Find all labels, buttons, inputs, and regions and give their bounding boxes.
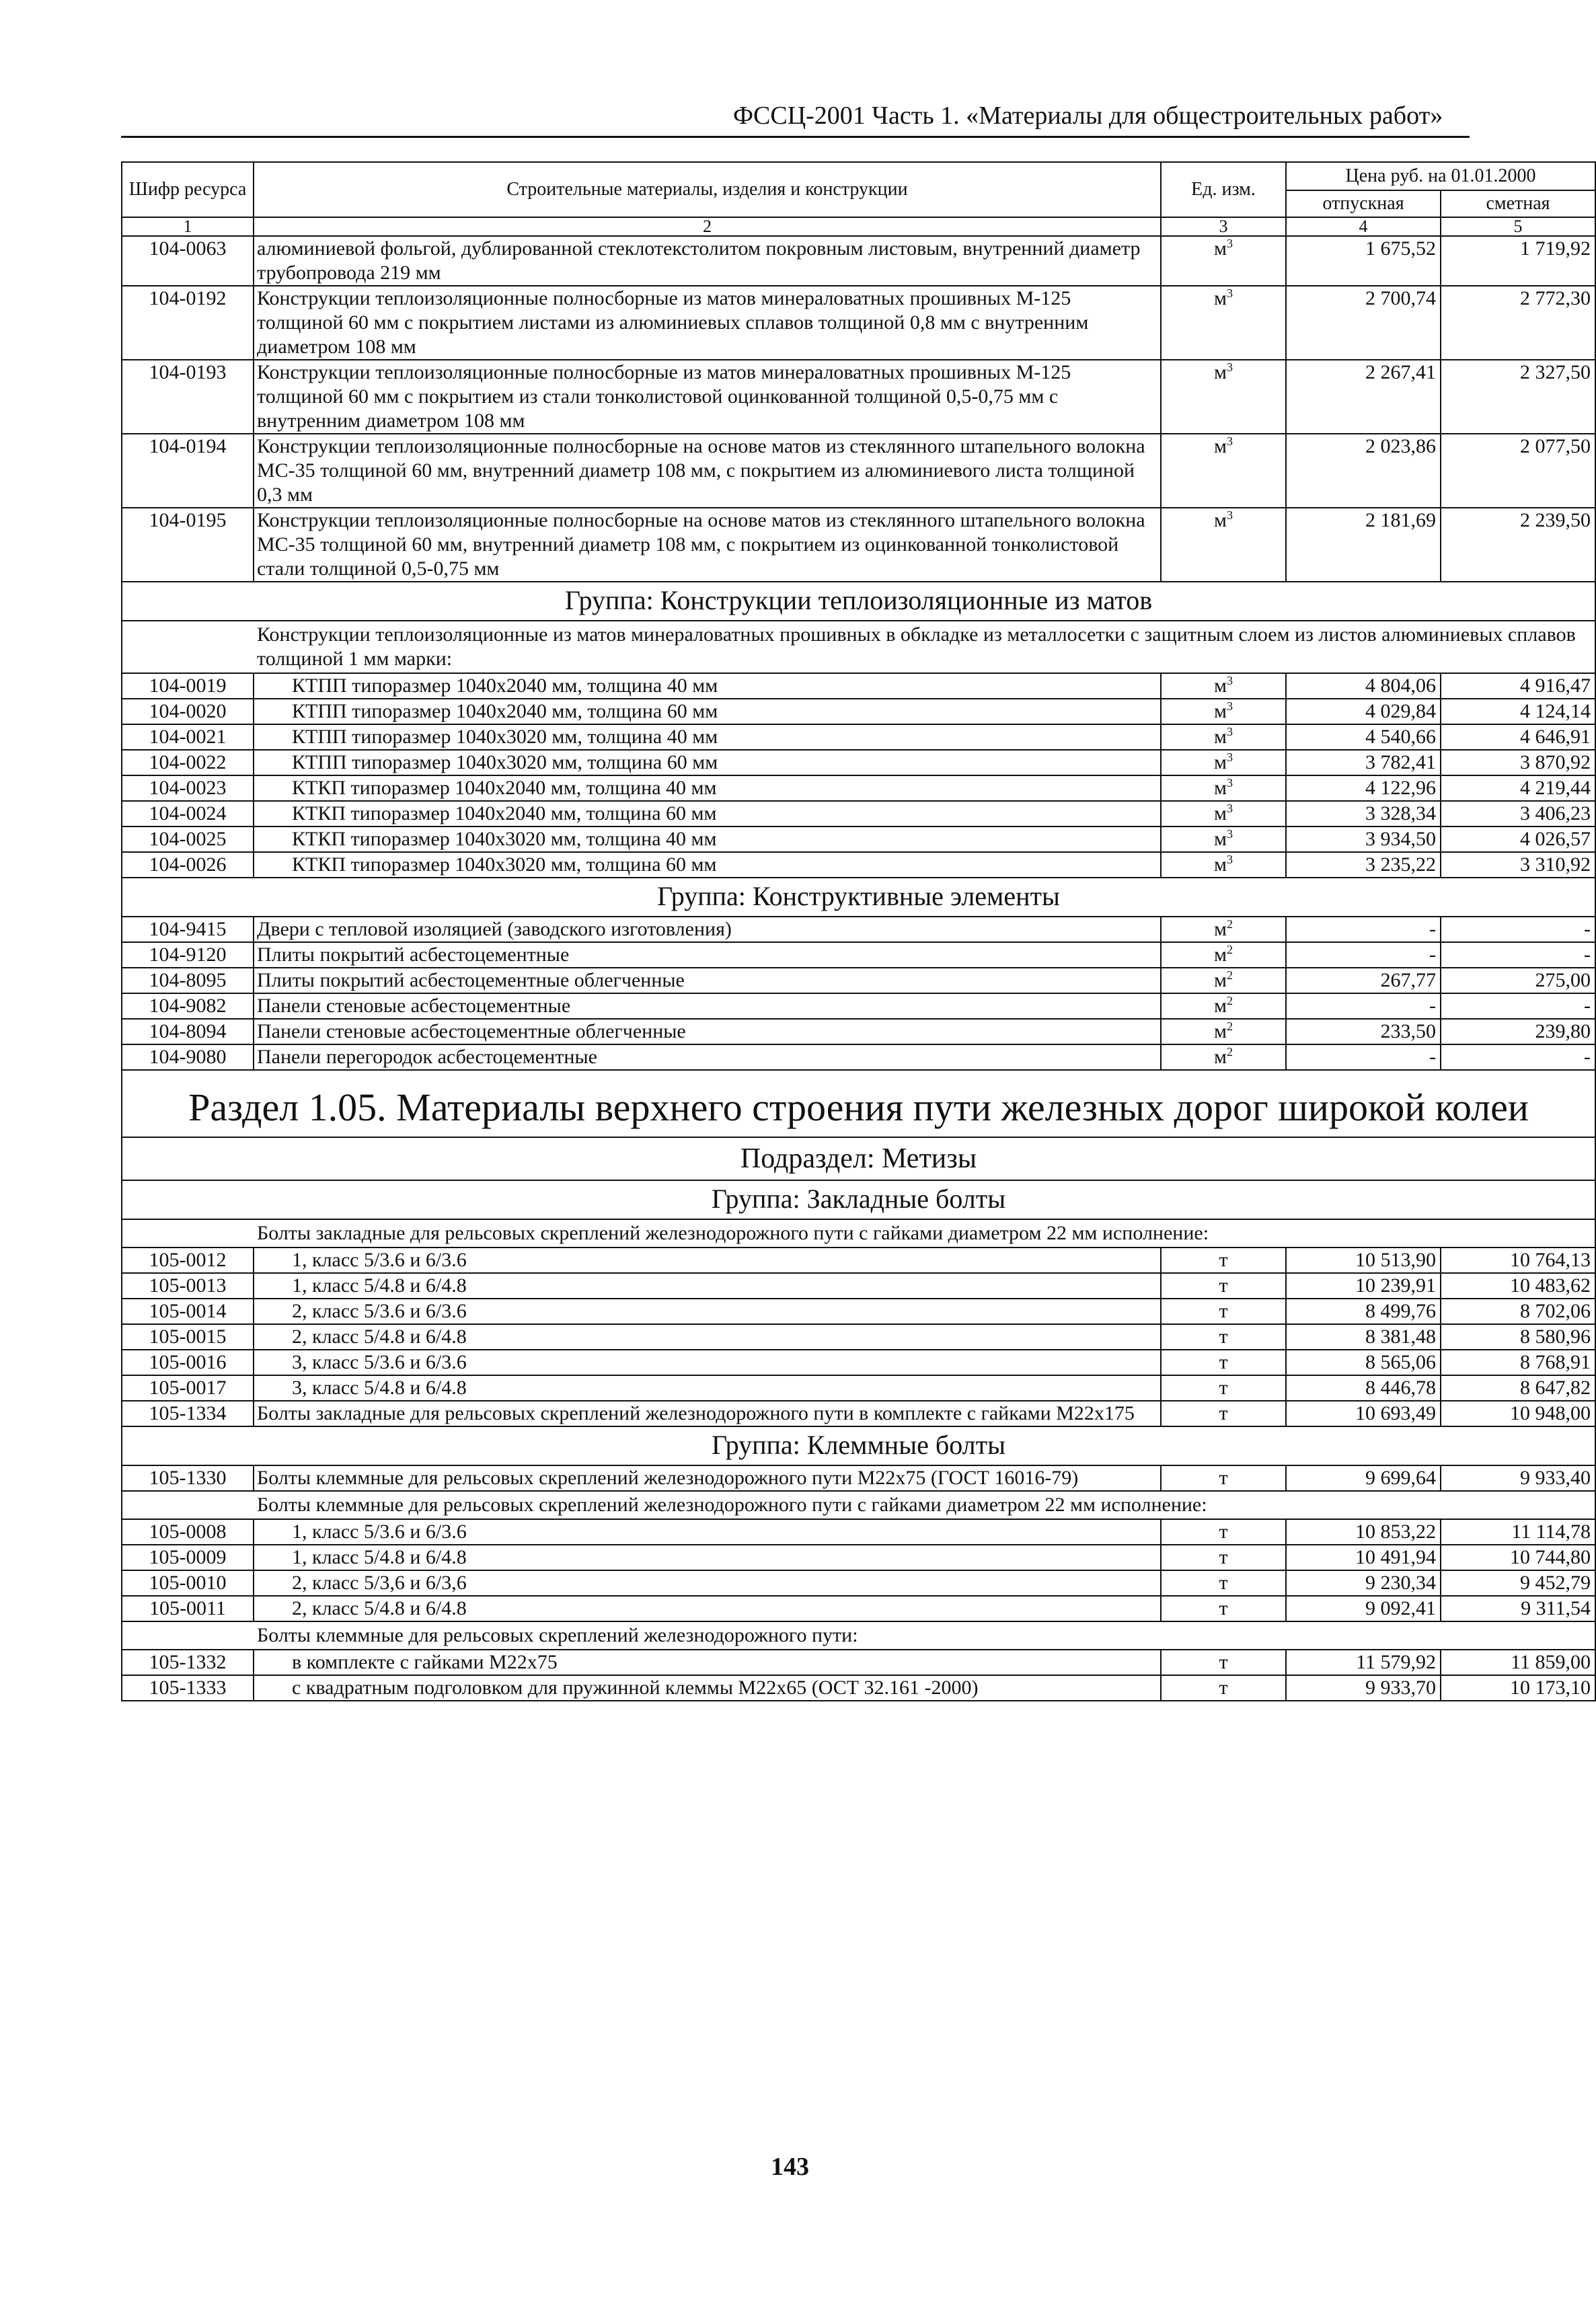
subsection-row — [122, 1137, 1595, 1180]
col-header-name: Строительные материалы, изделия и конструкции — [254, 162, 1161, 217]
price-release: 233,50 — [1286, 1019, 1441, 1044]
unit-cell — [1161, 1401, 1286, 1426]
unit-label: м — [1214, 1020, 1227, 1042]
material-name: с квадратным подголовком для пружинной клеммы М22х65 (ОСТ 32.161 -2000) — [254, 1675, 1161, 1701]
material-name: КТПП типоразмер 1040х3020 мм, толщина 60 мм — [254, 750, 1161, 775]
price-release: 10 239,91 — [1286, 1273, 1441, 1299]
material-name: КТКП типоразмер 1040х3020 мм, толщина 40 мм — [254, 827, 1161, 852]
unit-exponent: 3 — [1226, 853, 1233, 866]
unit-exponent: 3 — [1226, 508, 1233, 522]
price-release: 2 181,69 — [1286, 508, 1441, 582]
price-release: 4 029,84 — [1286, 699, 1441, 724]
price-estimate: 9 452,79 — [1441, 1570, 1595, 1596]
resource-code: 104-0063 — [122, 236, 254, 286]
unit-exponent: 3 — [1226, 237, 1233, 250]
material-name: 1, класс 5/4.8 и 6/4.8 — [254, 1273, 1161, 1299]
unit-exponent: 3 — [1226, 827, 1233, 841]
unit-cell — [1161, 801, 1286, 827]
unit-exponent: 2 — [1226, 917, 1233, 931]
section-row — [122, 1070, 1595, 1137]
price-estimate: 9 311,54 — [1441, 1596, 1595, 1621]
group-title: Группа: Конструктивные элементы — [122, 878, 1595, 917]
unit-exponent: 3 — [1226, 751, 1233, 764]
material-name: 1, класс 5/3.6 и 6/3.6 — [254, 1519, 1161, 1545]
material-name: Панели стеновые асбестоцементные — [254, 993, 1161, 1019]
unit-label: т — [1219, 1300, 1228, 1322]
price-estimate: - — [1441, 993, 1595, 1019]
unit-cell — [1161, 508, 1286, 582]
material-name: Плиты покрытий асбестоцементные облегченные — [254, 968, 1161, 993]
price-estimate: 9 933,40 — [1441, 1465, 1595, 1491]
unit-exponent: 3 — [1226, 725, 1233, 738]
price-estimate: - — [1441, 917, 1595, 942]
table-row — [122, 1019, 1595, 1044]
price-release: 8 381,48 — [1286, 1324, 1441, 1350]
unit-exponent: 3 — [1226, 286, 1233, 300]
material-name: в комплекте с гайками М22х75 — [254, 1650, 1161, 1675]
unit-label: м — [1214, 237, 1227, 260]
material-name: Болты клеммные для рельсовых скреплений железнодорожного пути М22х75 (ГОСТ 16016-79) — [254, 1465, 1161, 1491]
price-release: 8 499,76 — [1286, 1299, 1441, 1324]
material-name: 1, класс 5/4.8 и 6/4.8 — [254, 1545, 1161, 1570]
unit-cell — [1161, 1273, 1286, 1299]
unit-cell — [1161, 827, 1286, 852]
group-note: Болты клеммные для рельсовых скреплений железнодорожного пути с гайками диаметром 22 мм исполнение: — [122, 1491, 1595, 1519]
table-row — [122, 1375, 1595, 1401]
table-row — [122, 360, 1595, 434]
resource-code: 104-0192 — [122, 286, 254, 360]
unit-cell — [1161, 1596, 1286, 1621]
price-estimate: 8 580,96 — [1441, 1324, 1595, 1350]
col-number: 2 — [254, 217, 1161, 236]
price-estimate: 10 744,80 — [1441, 1545, 1595, 1570]
table-row — [122, 917, 1595, 942]
price-release: 9 230,34 — [1286, 1570, 1441, 1596]
resource-code: 105-0015 — [122, 1324, 254, 1350]
resource-code: 104-0026 — [122, 852, 254, 878]
resource-code: 104-9415 — [122, 917, 254, 942]
unit-label: т — [1219, 1597, 1228, 1619]
table-row — [122, 699, 1595, 724]
price-release: 10 853,22 — [1286, 1519, 1441, 1545]
unit-label: м — [1214, 777, 1227, 799]
unit-exponent: 3 — [1226, 699, 1233, 713]
unit-label: м — [1214, 726, 1227, 748]
unit-label: т — [1219, 1351, 1228, 1373]
unit-exponent: 3 — [1226, 674, 1233, 687]
note-row — [122, 1219, 1595, 1247]
group-note: Конструкции теплоизоляционные из матов минераловатных прошивных в обкладке из металлосетки с защитным слоем из листов алюминиевых сплавов толщиной 1 мм марки: — [122, 621, 1595, 673]
unit-label: м — [1214, 509, 1227, 531]
unit-label: т — [1219, 1377, 1228, 1399]
subsection-title: Подраздел: Метизы — [122, 1137, 1595, 1180]
material-name: Двери с тепловой изоляцией (заводского изготовления) — [254, 917, 1161, 942]
table-row — [122, 1596, 1595, 1621]
table-row — [122, 801, 1595, 827]
unit-label: м — [1214, 802, 1227, 824]
unit-cell — [1161, 724, 1286, 750]
resource-code: 104-9080 — [122, 1044, 254, 1070]
unit-cell — [1161, 286, 1286, 360]
unit-cell — [1161, 1375, 1286, 1401]
price-release: 3 328,34 — [1286, 801, 1441, 827]
unit-label: м — [1214, 969, 1227, 991]
price-release: 2 700,74 — [1286, 286, 1441, 360]
col-header-price: Цена руб. на 01.01.2000 — [1286, 162, 1595, 190]
table-row — [122, 1247, 1595, 1273]
col-number: 5 — [1441, 217, 1595, 236]
price-estimate: 3 870,92 — [1441, 750, 1595, 775]
group-title: Группа: Конструкции теплоизоляционные из матов — [122, 582, 1595, 621]
price-release: 1 675,52 — [1286, 236, 1441, 286]
unit-cell — [1161, 1019, 1286, 1044]
unit-label: м — [1214, 828, 1227, 850]
table-row — [122, 827, 1595, 852]
resource-code: 105-0014 — [122, 1299, 254, 1324]
price-estimate: 8 768,91 — [1441, 1350, 1595, 1375]
table-row — [122, 1324, 1595, 1350]
material-name: 3, класс 5/3.6 и 6/3.6 — [254, 1350, 1161, 1375]
unit-cell — [1161, 917, 1286, 942]
group-row — [122, 582, 1595, 621]
price-estimate: 2 239,50 — [1441, 508, 1595, 582]
unit-cell — [1161, 1570, 1286, 1596]
col-number: 1 — [122, 217, 254, 236]
material-name: 2, класс 5/4.8 и 6/4.8 — [254, 1596, 1161, 1621]
table-row — [122, 673, 1595, 699]
unit-exponent: 2 — [1226, 943, 1233, 956]
material-name: КТКП типоразмер 1040х2040 мм, толщина 60 мм — [254, 801, 1161, 827]
unit-cell — [1161, 775, 1286, 801]
unit-label: м — [1214, 700, 1227, 722]
price-release: - — [1286, 1044, 1441, 1070]
unit-label: т — [1219, 1249, 1228, 1271]
material-name: Конструкции теплоизоляционные полносборные из матов минераловатных прошивных М-125 толщиной 60 мм с покрытием из стали тонколистовой оцинкованной толщиной 0,5-0,75 мм с внутренним диаметром 108 мм — [254, 360, 1161, 434]
unit-label: м — [1214, 995, 1227, 1017]
unit-label: т — [1219, 1402, 1228, 1424]
price-estimate: 10 948,00 — [1441, 1401, 1595, 1426]
price-estimate: 4 124,14 — [1441, 699, 1595, 724]
price-release: 8 446,78 — [1286, 1375, 1441, 1401]
group-note: Болты закладные для рельсовых скреплений железнодорожного пути с гайками диаметром 22 мм исполнение: — [122, 1219, 1595, 1247]
table-row — [122, 724, 1595, 750]
price-estimate: - — [1441, 1044, 1595, 1070]
price-estimate: 8 647,82 — [1441, 1375, 1595, 1401]
material-name: КТПП типоразмер 1040х2040 мм, толщина 60 мм — [254, 699, 1161, 724]
running-header: ФССЦ-2001 Часть 1. «Материалы для общестроительных работ» — [733, 102, 1443, 130]
unit-label: т — [1219, 1467, 1228, 1489]
material-name: 1, класс 5/3.6 и 6/3.6 — [254, 1247, 1161, 1273]
col-number: 3 — [1161, 217, 1286, 236]
price-estimate: 2 327,50 — [1441, 360, 1595, 434]
unit-cell — [1161, 1465, 1286, 1491]
material-name: Панели стеновые асбестоцементные облегченные — [254, 1019, 1161, 1044]
resource-code: 105-0012 — [122, 1247, 254, 1273]
note-row — [122, 1621, 1595, 1650]
col-header-unit: Ед. изм. — [1161, 162, 1286, 217]
unit-label: м — [1214, 853, 1227, 876]
material-name: 2, класс 5/3.6 и 6/3.6 — [254, 1299, 1161, 1324]
unit-cell — [1161, 750, 1286, 775]
table-body — [122, 236, 1595, 1701]
table-row — [122, 968, 1595, 993]
group-title: Группа: Клеммные болты — [122, 1426, 1595, 1465]
unit-cell — [1161, 1650, 1286, 1675]
unit-cell — [1161, 942, 1286, 968]
price-release: 3 782,41 — [1286, 750, 1441, 775]
price-release: 4 540,66 — [1286, 724, 1441, 750]
table-row — [122, 1650, 1595, 1675]
resource-code: 104-0025 — [122, 827, 254, 852]
price-estimate: 10 173,10 — [1441, 1675, 1595, 1701]
col-number: 4 — [1286, 217, 1441, 236]
material-name: алюминиевой фольгой, дублированной стеклотекстолитом покровным листовым, внутренний диаметр трубопровода 219 мм — [254, 236, 1161, 286]
price-estimate: 4 219,44 — [1441, 775, 1595, 801]
section-title: Раздел 1.05. Материалы верхнего строения пути железных дорог широкой колеи — [122, 1070, 1595, 1137]
resource-code: 105-1332 — [122, 1650, 254, 1675]
material-name: КТПП типоразмер 1040х3020 мм, толщина 40 мм — [254, 724, 1161, 750]
resource-code: 105-0013 — [122, 1273, 254, 1299]
price-release: - — [1286, 942, 1441, 968]
price-release: - — [1286, 917, 1441, 942]
unit-cell — [1161, 1044, 1286, 1070]
resource-code: 104-0024 — [122, 801, 254, 827]
resource-code: 104-0193 — [122, 360, 254, 434]
unit-label: т — [1219, 1546, 1228, 1568]
group-title: Группа: Закладные болты — [122, 1180, 1595, 1219]
resource-code: 105-0016 — [122, 1350, 254, 1375]
table-row — [122, 1044, 1595, 1070]
price-estimate: 3 310,92 — [1441, 852, 1595, 878]
price-estimate: 2 772,30 — [1441, 286, 1595, 360]
table-row — [122, 1401, 1595, 1426]
group-note: Болты клеммные для рельсовых скреплений железнодорожного пути: — [122, 1621, 1595, 1650]
unit-cell — [1161, 1247, 1286, 1273]
resource-code: 104-0019 — [122, 673, 254, 699]
unit-exponent: 2 — [1226, 994, 1233, 1007]
material-name: Конструкции теплоизоляционные полносборные на основе матов из стеклянного штапельного волокна МС-35 толщиной 60 мм, внутренний диаметр 108 мм, с покрытием из алюминиевого листа толщиной 0,3 мм — [254, 434, 1161, 508]
resource-code: 105-1334 — [122, 1401, 254, 1426]
unit-label: м — [1214, 751, 1227, 773]
material-name: КТКП типоразмер 1040х2040 мм, толщина 40 мм — [254, 775, 1161, 801]
unit-cell — [1161, 1350, 1286, 1375]
unit-label: т — [1219, 1274, 1228, 1297]
unit-label: м — [1214, 1046, 1227, 1068]
table-row — [122, 1273, 1595, 1299]
unit-label: м — [1214, 287, 1227, 309]
price-release: 10 513,90 — [1286, 1247, 1441, 1273]
material-name: КТПП типоразмер 1040х2040 мм, толщина 40 мм — [254, 673, 1161, 699]
price-release: 4 122,96 — [1286, 775, 1441, 801]
price-release: 10 693,49 — [1286, 1401, 1441, 1426]
note-row — [122, 621, 1595, 673]
unit-cell — [1161, 236, 1286, 286]
table-row — [122, 1570, 1595, 1596]
group-row — [122, 1180, 1595, 1219]
price-release: 9 699,64 — [1286, 1465, 1441, 1491]
price-table — [121, 161, 1596, 1701]
unit-label: т — [1219, 1326, 1228, 1348]
unit-cell — [1161, 1299, 1286, 1324]
unit-cell — [1161, 1324, 1286, 1350]
resource-code: 104-8095 — [122, 968, 254, 993]
resource-code: 104-0023 — [122, 775, 254, 801]
note-row — [122, 1491, 1595, 1519]
price-release: 4 804,06 — [1286, 673, 1441, 699]
table-row — [122, 1299, 1595, 1324]
unit-cell — [1161, 1519, 1286, 1545]
unit-exponent: 2 — [1226, 1020, 1233, 1033]
page-number: 143 — [771, 2153, 809, 2181]
unit-cell — [1161, 1545, 1286, 1570]
price-release: - — [1286, 993, 1441, 1019]
table-row — [122, 852, 1595, 878]
material-name: 3, класс 5/4.8 и 6/4.8 — [254, 1375, 1161, 1401]
table-row — [122, 1675, 1595, 1701]
unit-exponent: 2 — [1226, 968, 1233, 982]
price-estimate: 239,80 — [1441, 1019, 1595, 1044]
unit-exponent: 2 — [1226, 1045, 1233, 1059]
price-estimate: 275,00 — [1441, 968, 1595, 993]
price-release: 267,77 — [1286, 968, 1441, 993]
unit-cell — [1161, 360, 1286, 434]
price-estimate: 1 719,92 — [1441, 236, 1595, 286]
unit-cell — [1161, 673, 1286, 699]
table-row — [122, 775, 1595, 801]
unit-exponent: 3 — [1226, 434, 1233, 448]
price-estimate: 10 764,13 — [1441, 1247, 1595, 1273]
price-release: 2 023,86 — [1286, 434, 1441, 508]
price-estimate: - — [1441, 942, 1595, 968]
price-release: 3 235,22 — [1286, 852, 1441, 878]
unit-label: м — [1214, 435, 1227, 457]
resource-code: 104-9082 — [122, 993, 254, 1019]
resource-code: 105-0009 — [122, 1545, 254, 1570]
unit-cell — [1161, 852, 1286, 878]
unit-cell — [1161, 968, 1286, 993]
price-release: 2 267,41 — [1286, 360, 1441, 434]
table-row — [122, 236, 1595, 286]
group-row — [122, 878, 1595, 917]
table-row — [122, 993, 1595, 1019]
material-name: КТКП типоразмер 1040х3020 мм, толщина 60 мм — [254, 852, 1161, 878]
resource-code: 105-0011 — [122, 1596, 254, 1621]
material-name: 2, класс 5/3,6 и 6/3,6 — [254, 1570, 1161, 1596]
price-release: 9 933,70 — [1286, 1675, 1441, 1701]
price-estimate: 8 702,06 — [1441, 1299, 1595, 1324]
table-row — [122, 942, 1595, 968]
price-release: 8 565,06 — [1286, 1350, 1441, 1375]
resource-code: 104-0021 — [122, 724, 254, 750]
resource-code: 104-0195 — [122, 508, 254, 582]
price-estimate: 11 114,78 — [1441, 1519, 1595, 1545]
unit-label: м — [1214, 361, 1227, 383]
unit-label: т — [1219, 1677, 1228, 1699]
header-rule — [121, 136, 1470, 138]
unit-cell — [1161, 699, 1286, 724]
col-header-code: Шифр ресурса — [122, 162, 254, 217]
table-row — [122, 508, 1595, 582]
table-row — [122, 1545, 1595, 1570]
price-estimate: 4 026,57 — [1441, 827, 1595, 852]
price-estimate: 2 077,50 — [1441, 434, 1595, 508]
resource-code: 105-0017 — [122, 1375, 254, 1401]
table-row — [122, 434, 1595, 508]
table-row — [122, 1519, 1595, 1545]
price-estimate: 3 406,23 — [1441, 801, 1595, 827]
resource-code: 104-9120 — [122, 942, 254, 968]
table-row — [122, 1350, 1595, 1375]
price-release: 11 579,92 — [1286, 1650, 1441, 1675]
resource-code: 105-0010 — [122, 1570, 254, 1596]
material-name: Панели перегородок асбестоцементные — [254, 1044, 1161, 1070]
table-row — [122, 750, 1595, 775]
unit-label: т — [1219, 1651, 1228, 1673]
material-name: Плиты покрытий асбестоцементные — [254, 942, 1161, 968]
unit-exponent: 3 — [1226, 802, 1233, 815]
material-name: Конструкции теплоизоляционные полносборные из матов минераловатных прошивных М-125 толщиной 60 мм с покрытием листами из алюминиевых сплавов толщиной 0,8 мм с внутренним диаметром 108 мм — [254, 286, 1161, 360]
price-release: 9 092,41 — [1286, 1596, 1441, 1621]
col-header-price-release: отпускная — [1286, 190, 1441, 217]
resource-code: 104-8094 — [122, 1019, 254, 1044]
price-estimate: 10 483,62 — [1441, 1273, 1595, 1299]
price-release: 10 491,94 — [1286, 1545, 1441, 1570]
resource-code: 105-1330 — [122, 1465, 254, 1491]
unit-cell — [1161, 993, 1286, 1019]
unit-cell — [1161, 434, 1286, 508]
unit-label: т — [1219, 1521, 1228, 1543]
resource-code: 105-1333 — [122, 1675, 254, 1701]
table-row — [122, 1465, 1595, 1491]
price-estimate: 11 859,00 — [1441, 1650, 1595, 1675]
unit-label: т — [1219, 1572, 1228, 1594]
material-name: Болты закладные для рельсовых скреплений железнодорожного пути в комплекте с гайками М22х175 — [254, 1401, 1161, 1426]
resource-code: 104-0022 — [122, 750, 254, 775]
material-name: Конструкции теплоизоляционные полносборные на основе матов из стеклянного штапельного волокна МС-35 толщиной 60 мм, внутренний диаметр 108 мм, с покрытием из оцинкованной тонколистовой стали толщиной 0,5-0,75 мм — [254, 508, 1161, 582]
unit-cell — [1161, 1675, 1286, 1701]
price-release: 3 934,50 — [1286, 827, 1441, 852]
group-row — [122, 1426, 1595, 1465]
resource-code: 104-0020 — [122, 699, 254, 724]
table-row — [122, 286, 1595, 360]
unit-exponent: 3 — [1226, 360, 1233, 374]
col-header-price-estimate: сметная — [1441, 190, 1595, 217]
price-estimate: 4 646,91 — [1441, 724, 1595, 750]
material-name: 2, класс 5/4.8 и 6/4.8 — [254, 1324, 1161, 1350]
unit-label: м — [1214, 675, 1227, 697]
unit-exponent: 3 — [1226, 776, 1233, 790]
price-estimate: 4 916,47 — [1441, 673, 1595, 699]
unit-label: м — [1214, 944, 1227, 966]
unit-label: м — [1214, 918, 1227, 940]
resource-code: 105-0008 — [122, 1519, 254, 1545]
resource-code: 104-0194 — [122, 434, 254, 508]
